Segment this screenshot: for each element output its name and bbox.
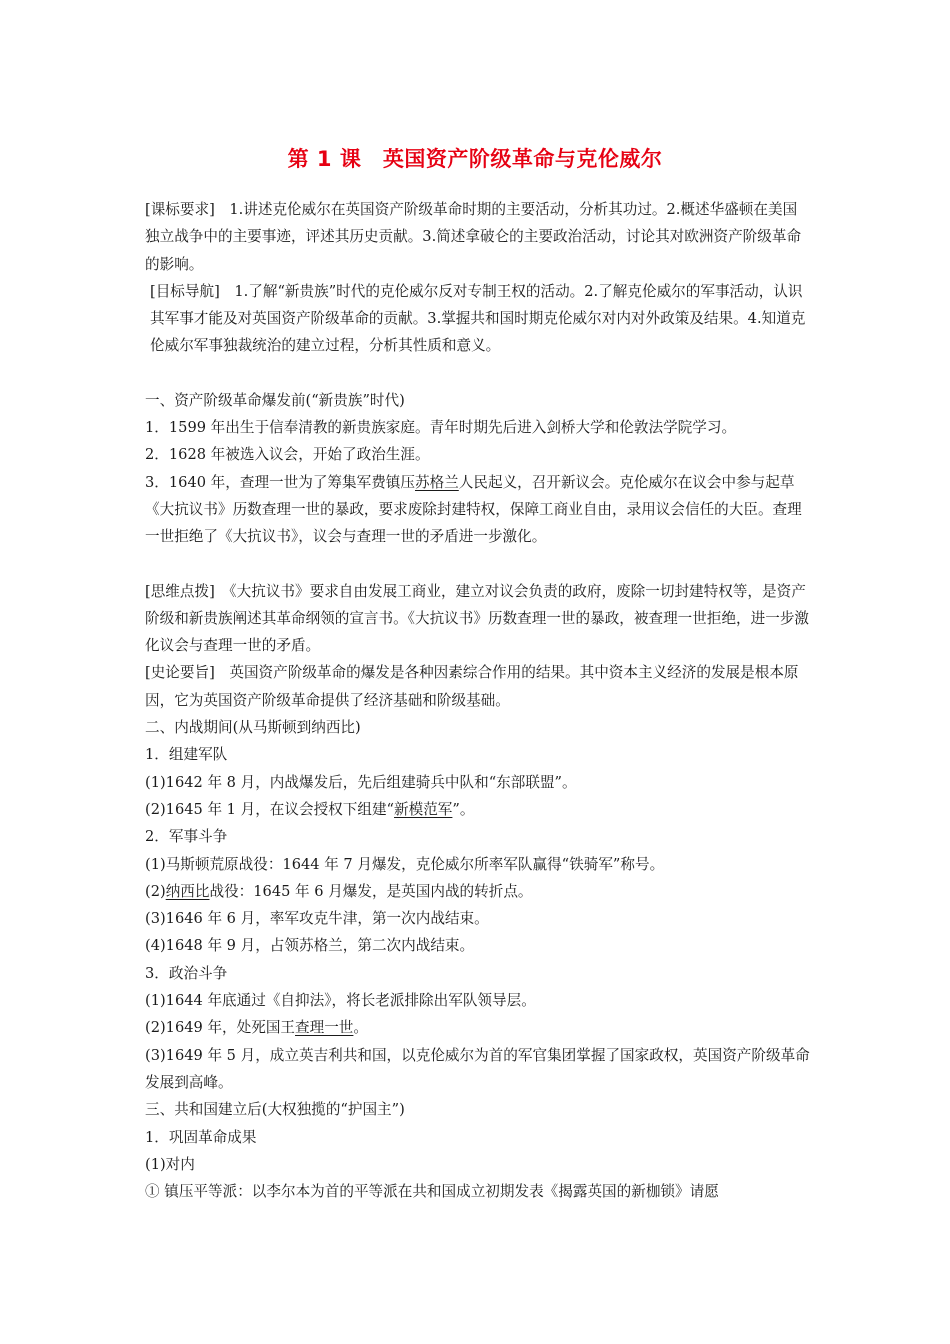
section-2-1-item-2: (2)1645 年 1 月，在议会授权下组建“新模范军”。: [145, 800, 475, 818]
underlined-term: 苏格兰: [414, 473, 459, 491]
section-2-2-item-3: (3)1646 年 6 月，率军攻克牛津，第一次内战结束。: [145, 910, 489, 928]
section-2-3-item-3: (3)1649 年 5 月，成立英吉利共和国，以克伦威尔为首的军官集团掌握了国家政权，英国资产阶级革命发展到高峰。: [145, 1046, 810, 1091]
section-2-3-heading: 3．政治斗争: [145, 964, 228, 982]
section-1-heading: 一、资产阶级革命爆发前(“新贵族”时代): [145, 391, 405, 409]
section-1-item-1: 1．1599 年出生于信奉清教的新贵族家庭。青年时期先后进入剑桥大学和伦敦法学院学习。: [145, 419, 737, 437]
underlined-term: 新模范军: [394, 800, 453, 818]
underlined-term: 查理一世: [295, 1019, 354, 1037]
section-2-2-heading: 2．军事斗争: [145, 828, 228, 846]
section-2-2-item-4: (4)1648 年 9 月，占领苏格兰，第二次内战结束。: [145, 937, 475, 955]
section-3-1-heading: 1．巩固革命成果: [145, 1128, 257, 1146]
section-3-1-item-1: ① 镇压平等派：以李尔本为首的平等派在共和国成立初期发表《揭露英国的新枷锁》请愿: [145, 1183, 719, 1201]
history-thesis-paragraph: [史论要旨] 英国资产阶级革命的爆发是各种因素综合作用的结果。其中资本主义经济的发展是根本原因，它为英国资产阶级革命提供了经济基础和阶级基础。: [145, 664, 799, 709]
spacer: [145, 551, 810, 578]
document-body: [145, 196, 810, 1205]
section-2-2-item-1: (1)马斯顿荒原战役：1644 年 7 月爆发，克伦威尔所率军队赢得“铁骑军”称号。: [145, 855, 665, 873]
section-2-1-heading: 1．组建军队: [145, 746, 228, 764]
section-2-3-item-1: (1)1644 年底通过《自抑法》，将长老派排除出军队领导层。: [145, 992, 536, 1010]
underlined-term: 纳西比: [165, 882, 210, 900]
section-2-heading: 二、内战期间(从马斯顿到纳西比): [145, 719, 361, 737]
curriculum-standards-paragraph: [课标要求] 1.讲述克伦威尔在英国资产阶级革命时期的主要活动，分析其功过。2.概述华盛顿在美国独立战争中的主要事迹，评述其历史贡献。3.简述拿破仑的主要政治活动，讨论其对欧洲资产阶级革命的影响。: [145, 201, 802, 273]
section-2-1-item-1: (1)1642 年 8 月，内战爆发后，先后组建骑兵中队和“东部联盟”。: [145, 773, 577, 791]
lesson-title: 第 1 课 英国资产阶级革命与克伦威尔: [287, 147, 663, 171]
thinking-tips-paragraph: [思维点拨] 《大抗议书》要求自由发展工商业，建立对议会负责的政府，废除一切封建特权等，是资产阶级和新贵族阐述其革命纲领的宣言书。《大抗议书》历数查理一世的暴政，被查理一世拒绝，进一步激化议会与查理一世的矛盾。: [145, 582, 810, 655]
section-1-item-2: 2．1628 年被选入议会，开始了政治生涯。: [145, 446, 430, 464]
learning-goals-paragraph: [目标导航] 1.了解“新贵族”时代的克伦威尔反对专制王权的活动。2.了解克伦威尔的军事活动，认识其军事才能及对英国资产阶级革命的贡献。3.掌握共和国时期克伦威尔对内对外政策及结果。4.知道克伦威尔军事独裁统治的建立过程，分析其性质和意义。: [150, 282, 806, 355]
section-3-heading: 三、共和国建立后(大权独揽的“护国主”): [145, 1101, 405, 1119]
spacer: [145, 360, 810, 387]
section-2-2-item-2: (2)纳西比战役：1645 年 6 月爆发，是英国内战的转折点。: [145, 882, 533, 900]
section-1-item-3: 3．1640 年，查理一世为了筹集军费镇压苏格兰人民起义，召开新议会。克伦威尔在议会中参与起草《大抗议书》历数查理一世的暴政，要求废除封建特权，保障工商业自由，录用议会信任的大臣。查理一世拒绝了《大抗议书》，议会与查理一世的矛盾进一步激化。: [145, 473, 802, 546]
section-3-1-subheading: (1)对内: [145, 1155, 195, 1173]
section-2-3-item-2: (2)1649 年，处死国王查理一世。: [145, 1019, 369, 1037]
